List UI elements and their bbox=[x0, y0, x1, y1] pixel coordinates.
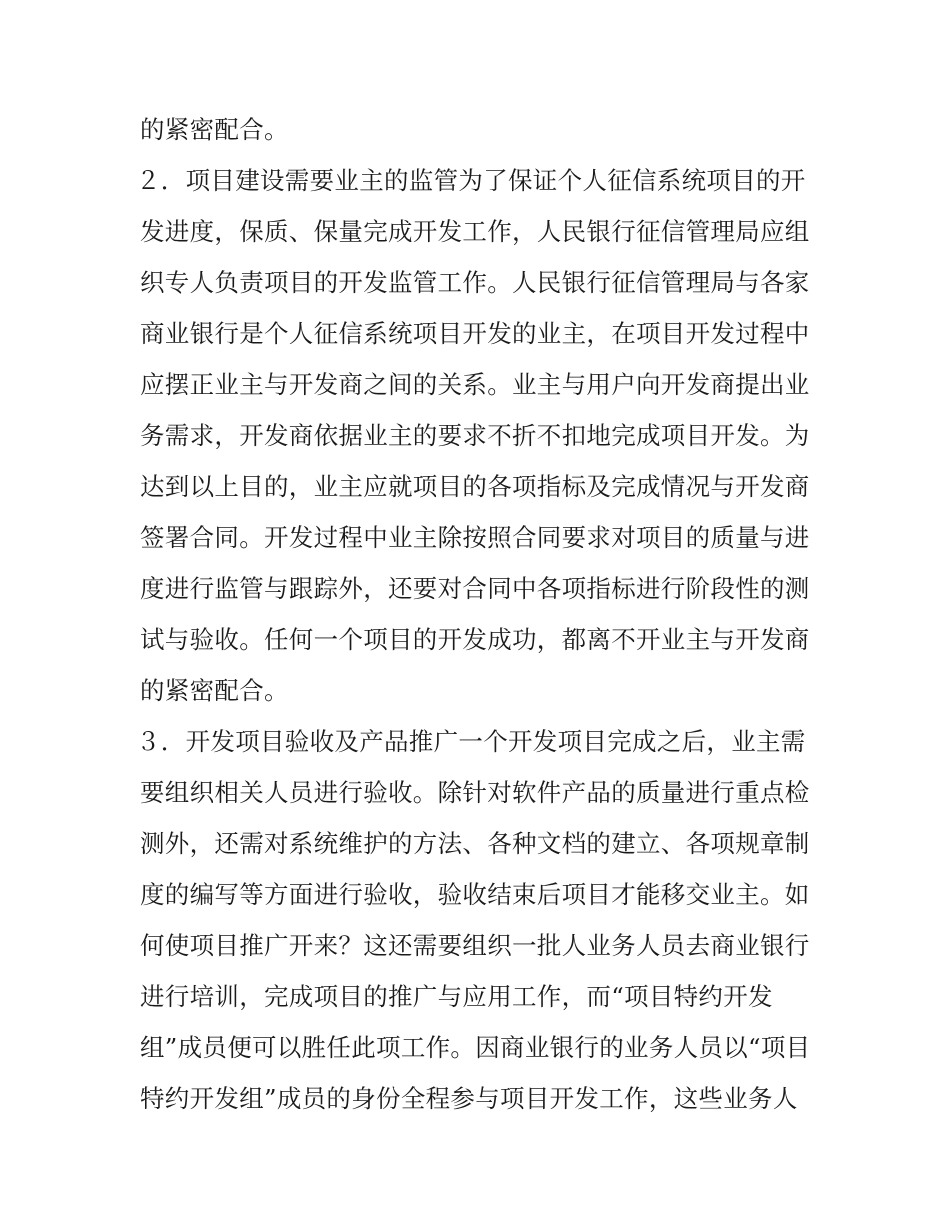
text-line: 应摆正业主与开发商之间的关系。业主与用户向开发商提出业 bbox=[140, 370, 810, 399]
text-line: 的紧密配合。 bbox=[140, 676, 289, 705]
text-line: 特约开发组”成员的身份全程参与项目开发工作，这些业务人 bbox=[140, 1084, 798, 1113]
text-line: ３．开发项目验收及产品推广一个开发项目完成之后，业主需 bbox=[136, 727, 806, 756]
text-line: 发进度，保质、保量完成开发工作，人民银行征信管理局应组 bbox=[140, 217, 810, 246]
text-line: 何使项目推广开来？这还需要组织一批人业务人员去商业银行 bbox=[140, 931, 810, 960]
text-line: 商业银行是个人征信系统项目开发的业主，在项目开发过程中 bbox=[140, 319, 810, 348]
body-text bbox=[136, 104, 820, 1124]
text-line: 达到以上目的，业主应就项目的各项指标及完成情况与开发商 bbox=[140, 472, 810, 501]
text-line: ２．项目建设需要业主的监管为了保证个人征信系统项目的开 bbox=[136, 166, 806, 195]
text-line: 进行培训，完成项目的推广与应用工作，而“项目特约开发 bbox=[140, 982, 773, 1011]
text-line: 度的编写等方面进行验收，验收结束后项目才能移交业主。如 bbox=[140, 880, 810, 909]
text-line: 度进行监管与跟踪外，还要对合同中各项指标进行阶段性的测 bbox=[140, 574, 810, 603]
text-line: 试与验收。任何一个项目的开发成功，都离不开业主与开发商 bbox=[140, 625, 810, 654]
text-line: 的紧密配合。 bbox=[140, 115, 289, 144]
text-line: 要组织相关人员进行验收。除针对软件产品的质量进行重点检 bbox=[140, 778, 810, 807]
text-line: 测外，还需对系统维护的方法、各种文档的建立、各项规章制 bbox=[140, 829, 810, 858]
text-line: 务需求，开发商依据业主的要求不折不扣地完成项目开发。为 bbox=[140, 421, 810, 450]
text-line: 织专人负责项目的开发监管工作。人民银行征信管理局与各家 bbox=[140, 268, 810, 297]
text-line: 签署合同。开发过程中业主除按照合同要求对项目的质量与进 bbox=[140, 523, 810, 552]
text-line: 组”成员便可以胜任此项工作。因商业银行的业务人员以“项目 bbox=[140, 1033, 811, 1062]
